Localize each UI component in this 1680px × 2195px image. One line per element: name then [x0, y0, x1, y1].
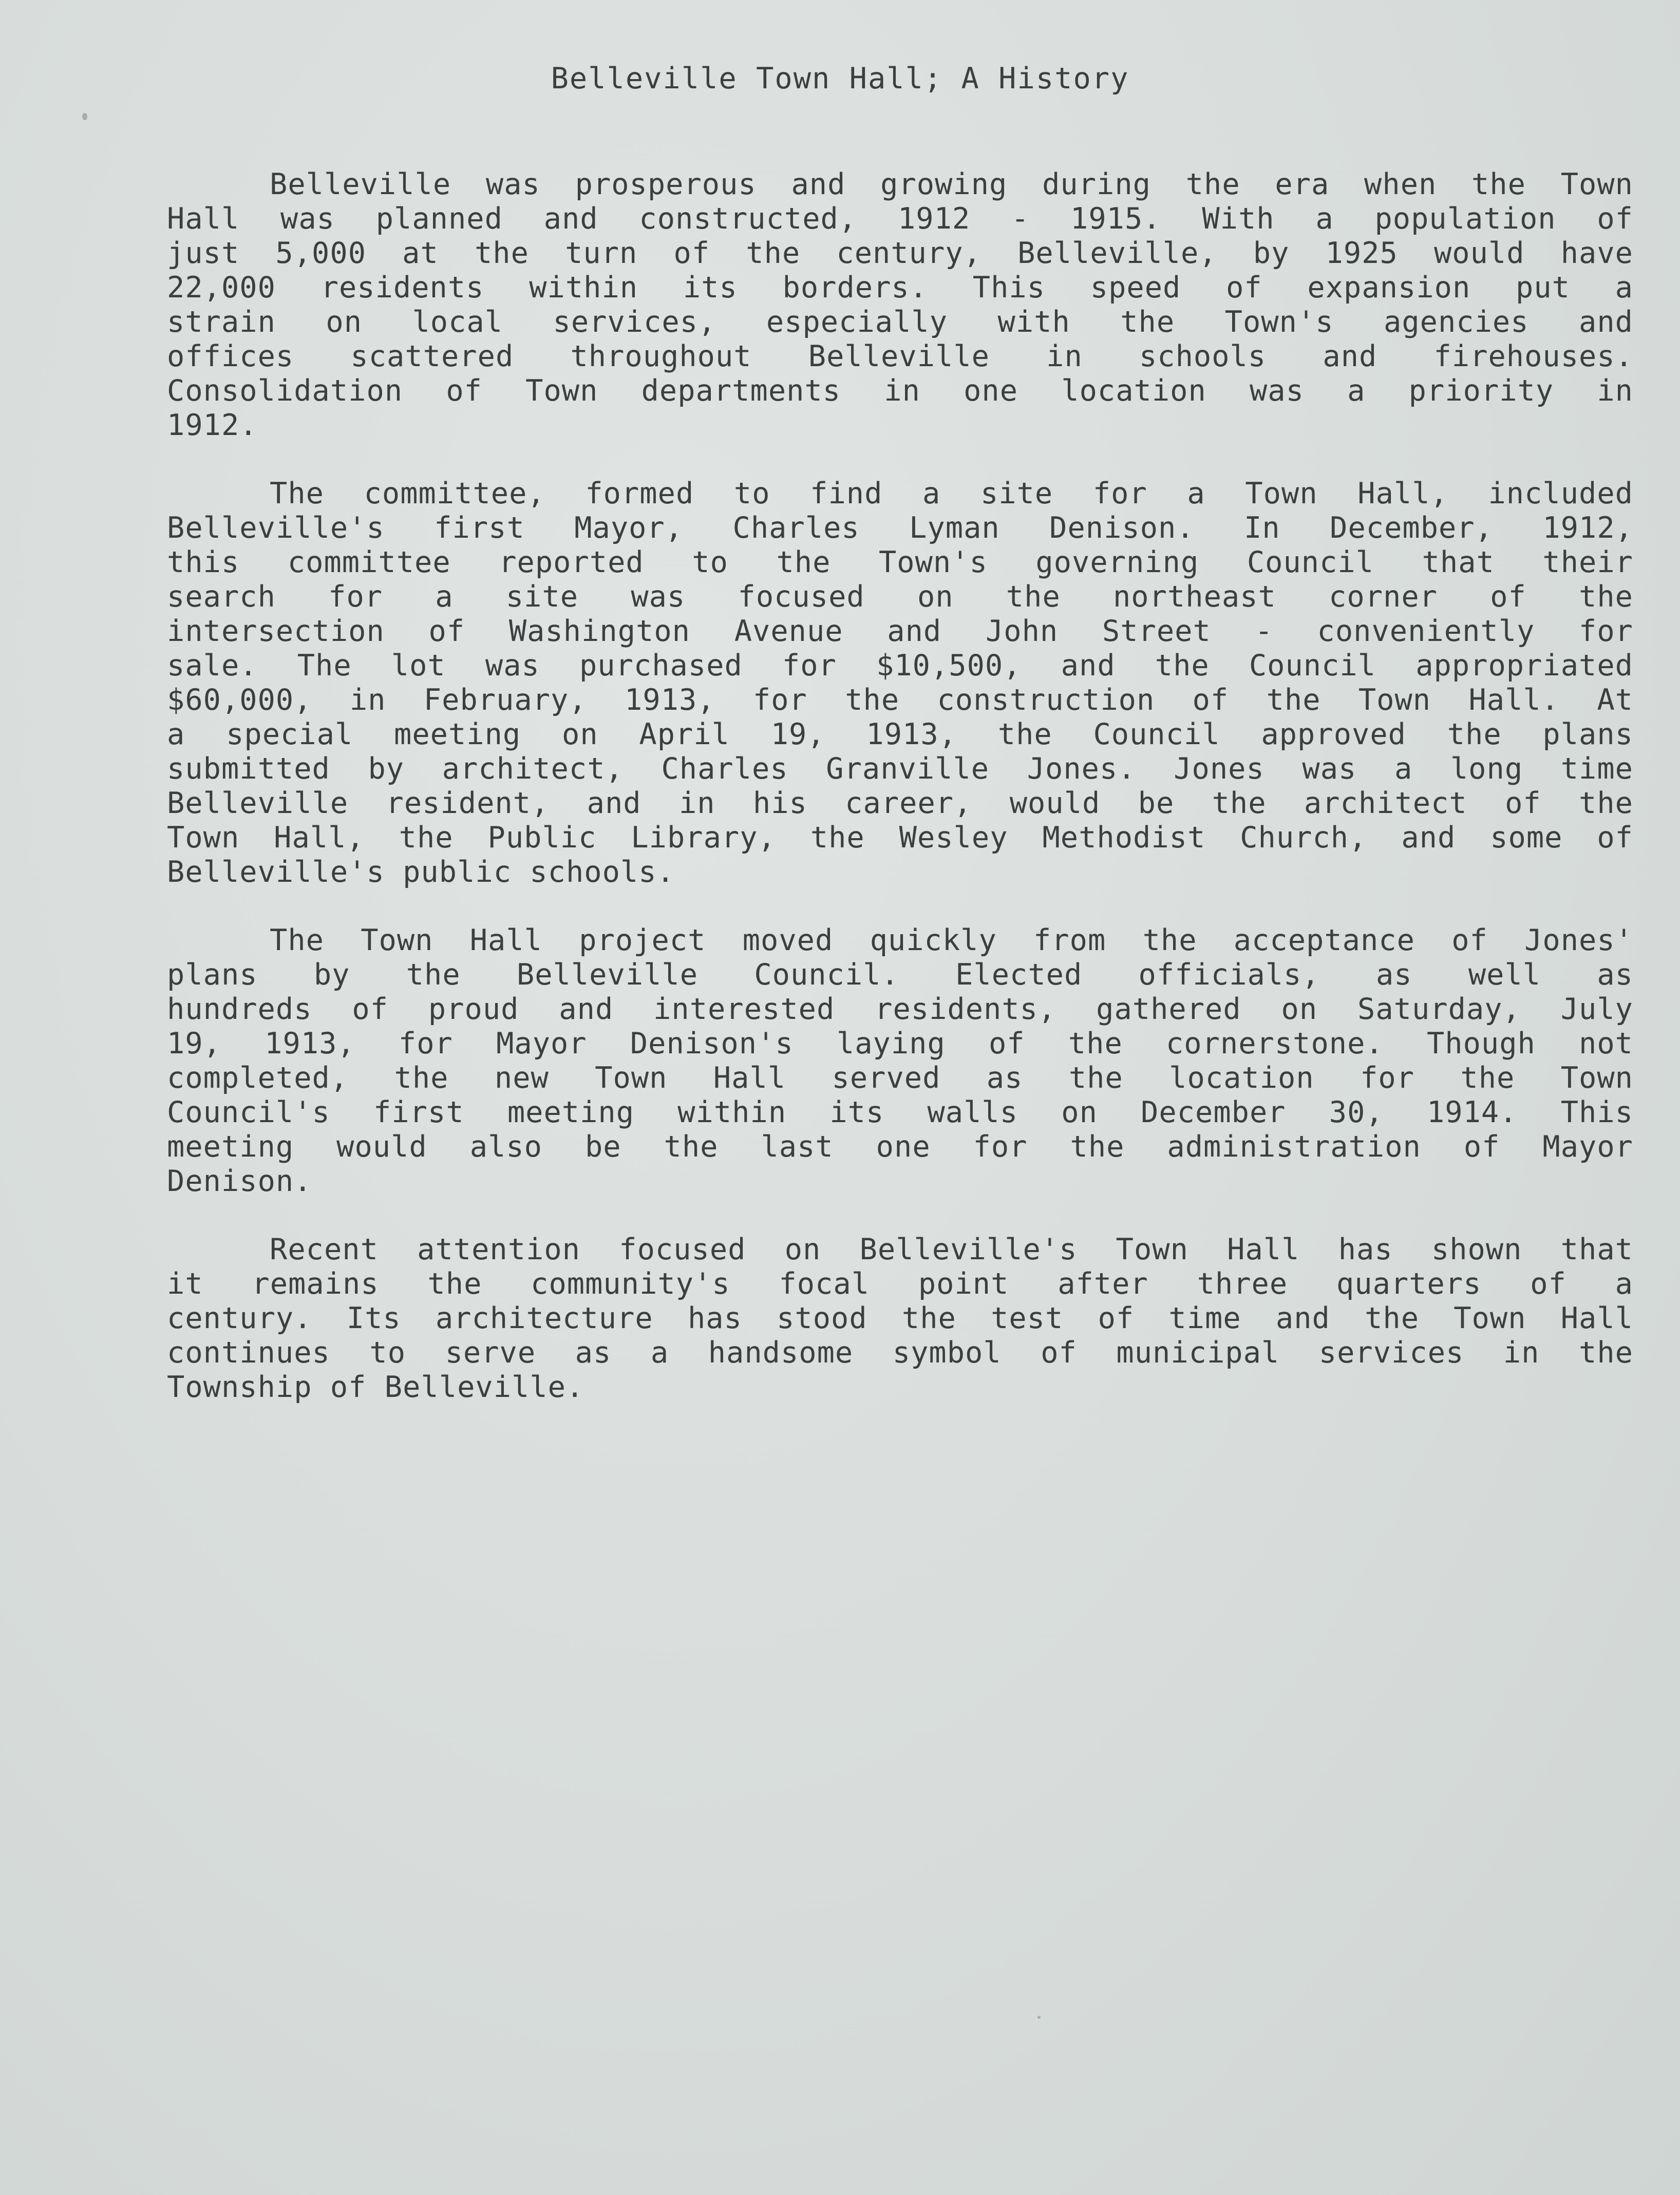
text-line: search for a site was focused on the northeast corner of the	[167, 580, 1633, 614]
text-line: Town Hall, the Public Library, the Wesley Methodist Church, and some of	[167, 821, 1633, 855]
text-line: 1912.	[167, 408, 258, 442]
document-title: Belleville Town Hall; A History	[551, 62, 1129, 96]
text-line: completed, the new Town Hall served as the location for the Town	[167, 1061, 1633, 1095]
text-line: century. Its architecture has stood the test of time and the Town Hall	[167, 1301, 1633, 1335]
text-line: Denison.	[167, 1164, 312, 1198]
text-line: plans by the Belleville Council. Elected officials, as well as	[167, 958, 1633, 992]
text-line: The committee, formed to find a site for a Town Hall, included	[270, 477, 1633, 510]
text-line: Consolidation of Town departments in one location was a priority in	[167, 374, 1633, 408]
text-line: strain on local services, especially with the Town's agencies and	[167, 305, 1633, 339]
paragraph-1	[167, 167, 1633, 443]
text-line: just 5,000 at the turn of the century, Belleville, by 1925 would have	[167, 236, 1633, 270]
text-line: 22,000 residents within its borders. This speed of expansion put a	[167, 271, 1633, 305]
text-line: hundreds of proud and interested residents, gathered on Saturday, July	[167, 992, 1633, 1026]
text-line: Recent attention focused on Belleville's Town Hall has shown that	[270, 1233, 1633, 1266]
text-line: $60,000, in February, 1913, for the construction of the Town Hall. At	[167, 683, 1633, 717]
text-line: it remains the community's focal point after three quarters of a	[167, 1267, 1633, 1301]
text-line: Belleville resident, and in his career, would be the architect of the	[167, 786, 1633, 820]
text-line: 19, 1913, for Mayor Denison's laying of the cornerstone. Though not	[167, 1027, 1633, 1061]
text-line: offices scattered throughout Belleville in schools and firehouses.	[167, 339, 1633, 373]
text-line: The Town Hall project moved quickly from the acceptance of Jones'	[270, 923, 1633, 957]
text-line: Hall was planned and constructed, 1912 - 1915. With a population of	[167, 202, 1633, 236]
text-line: a special meeting on April 19, 1913, the Council approved the plans	[167, 717, 1633, 751]
text-line: sale. The lot was purchased for $10,500, and the Council appropriated	[167, 649, 1633, 683]
text-line: intersection of Washington Avenue and John Street - conveniently for	[167, 614, 1633, 648]
text-line: Council's first meeting within its walls on December 30, 1914. This	[167, 1095, 1633, 1129]
paper-speck	[82, 113, 87, 120]
text-line: Belleville was prosperous and growing during the era when the Town	[270, 167, 1633, 201]
text-line: this committee reported to the Town's governing Council that their	[167, 545, 1633, 579]
text-line: meeting would also be the last one for the administration of Mayor	[167, 1130, 1633, 1164]
paper-speck	[1037, 2016, 1041, 2019]
text-line: submitted by architect, Charles Granville Jones. Jones was a long time	[167, 752, 1633, 786]
text-line: Belleville's public schools.	[167, 855, 675, 889]
paragraph-2	[167, 477, 1633, 890]
text-line: continues to serve as a handsome symbol of municipal services in the	[167, 1336, 1633, 1370]
paragraph-3	[167, 923, 1633, 1199]
paragraph-4	[167, 1233, 1633, 1405]
text-line: Township of Belleville.	[167, 1370, 584, 1404]
text-line: Belleville's first Mayor, Charles Lyman Denison. In December, 1912,	[167, 511, 1633, 545]
